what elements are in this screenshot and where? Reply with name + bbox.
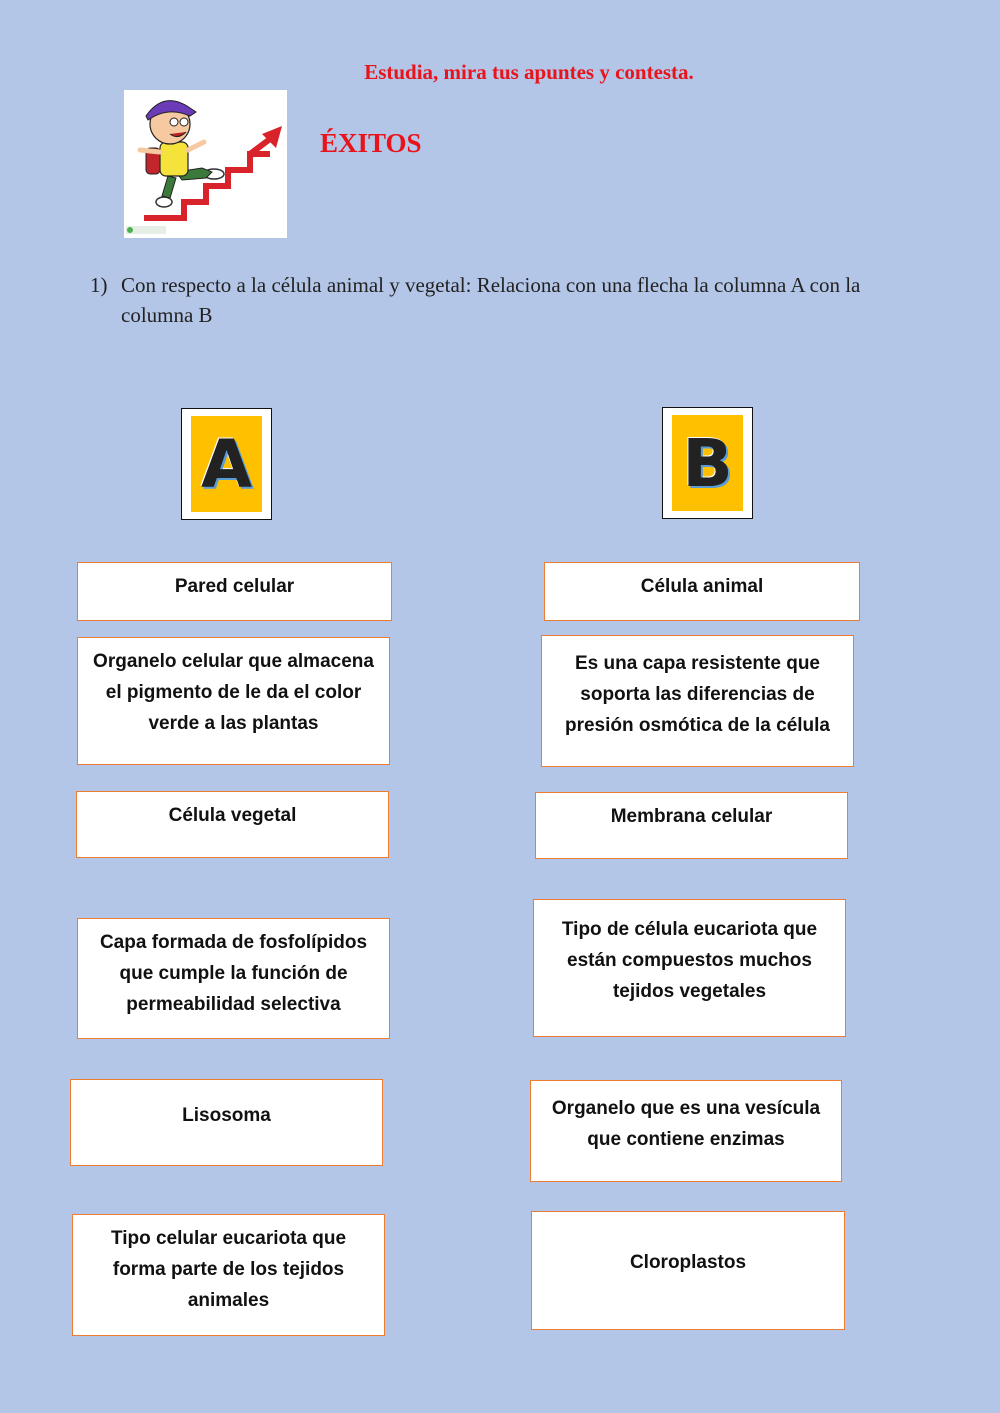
column-b-item[interactable]: Es una capa resistente que soporta las diferencias de presión osmótica de la célula <box>541 635 854 767</box>
question-number: 1) <box>90 273 108 297</box>
column-b-item[interactable]: Tipo de célula eucariota que están compuestos muchos tejidos vegetales <box>533 899 846 1037</box>
column-b-badge <box>662 407 753 519</box>
question-text: Con respecto a la célula animal y vegetal: Relaciona con una flecha la columna A con la columna B <box>121 273 861 327</box>
column-b-item[interactable]: Membrana celular <box>535 792 848 859</box>
success-heading: ÉXITOS <box>320 128 422 158</box>
column-a-item[interactable]: Lisosoma <box>70 1079 383 1166</box>
column-a-item[interactable]: Pared celular <box>77 562 392 621</box>
column-b-item[interactable]: Célula animal <box>544 562 860 621</box>
instruction-title: Estudia, mira tus apuntes y contesta. <box>364 60 694 84</box>
success-stairs-illustration <box>124 90 287 238</box>
column-a-item[interactable]: Tipo celular eucariota que forma parte de los tejidos animales <box>72 1214 385 1336</box>
column-b-item[interactable]: Organelo que es una vesícula que contiene enzimas <box>530 1080 842 1182</box>
column-b-letter: B <box>682 424 733 502</box>
column-a-item[interactable]: Célula vegetal <box>76 791 389 858</box>
column-a-item[interactable]: Organelo celular que almacena el pigmento de le da el color verde a las plantas <box>77 637 390 765</box>
column-a-item[interactable]: Capa formada de fosfolípidos que cumple la función de permeabilidad selectiva <box>77 918 390 1039</box>
column-a-letter: A <box>200 425 253 503</box>
column-a-badge <box>181 408 272 520</box>
column-b-item[interactable]: Cloroplastos <box>531 1211 845 1330</box>
